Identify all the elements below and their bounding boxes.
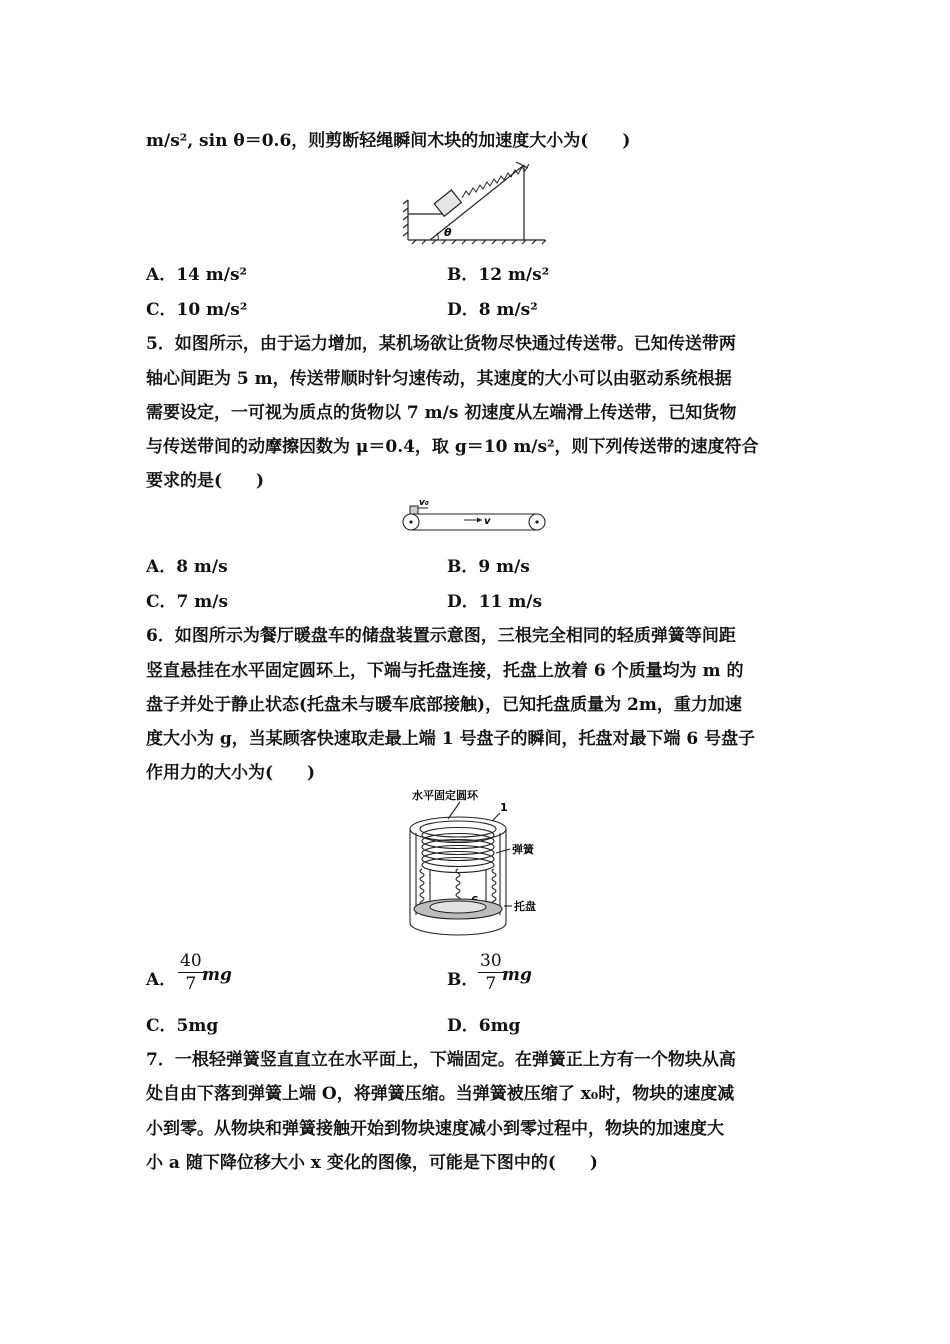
plate-warmer-figure (400, 785, 550, 945)
q7-line-4: 小 a 随下降位移大小 x 变化的图像，可能是下图中的( ) (146, 1153, 598, 1173)
q7-line-2: 处自由下落到弹簧上端 O，将弹簧压缩。当弹簧被压缩了 x₀时，物块的速度减 (146, 1084, 735, 1104)
theta-label: θ (444, 226, 452, 239)
q6-option-a-suffix: mg (202, 965, 232, 985)
q7-line-1: 7．一根轻弹簧竖直直立在水平面上，下端固定。在弹簧正上方有一个物块从高 (146, 1050, 736, 1070)
q5-line-2: 轴心间距为 5 m，传送带顺时针匀速传动，其速度的大小可以由驱动系统根据 (146, 369, 732, 389)
q5-option-b[interactable]: B．9 m/s (447, 557, 530, 577)
q7-line-3: 小到零。从物块和弹簧接触开始到物块速度减小到零过程中，物块的加速度大 (146, 1119, 724, 1139)
q4-option-c[interactable]: C．10 m/s² (146, 300, 248, 320)
q6-option-b-prefix[interactable]: B． (447, 970, 479, 990)
q6-option-a-numerator: 40 (180, 951, 202, 971)
q6-line-2: 竖直悬挂在水平固定圆环上，下端与托盘连接，托盘上放着 6 个质量均为 m 的 (146, 661, 744, 681)
q6-option-b-numerator: 30 (480, 951, 502, 971)
q5-option-a[interactable]: A．8 m/s (146, 557, 228, 577)
q6-line-3: 盘子并处于静止状态(托盘未与暖车底部接触)，已知托盘质量为 2m，重力加速 (146, 695, 742, 715)
q5-option-c[interactable]: C．7 m/s (146, 592, 229, 612)
v-label: v (484, 516, 491, 527)
q5-line-3: 需要设定，一可视为质点的货物以 7 m/s 初速度从左端滑上传送带，已知货物 (146, 403, 737, 423)
q4-tail-line: m/s², sin θ＝0.6，则剪断轻绳瞬间木块的加速度大小为( ) (146, 131, 631, 151)
q4-option-d[interactable]: D．8 m/s² (447, 300, 538, 320)
q6-line-4: 度大小为 g，当某顾客快速取走最上端 1 号盘子的瞬间，托盘对最下端 6 号盘子 (146, 729, 756, 749)
q5-line-4: 与传送带间的动摩擦因数为 μ＝0.4，取 g＝10 m/s²，则下列传送带的速度符合 (146, 437, 759, 457)
q4-option-b[interactable]: B．12 m/s² (447, 265, 550, 285)
q6-option-d[interactable]: D．6mg (447, 1016, 521, 1036)
ring-label: 水平固定圆环 (412, 789, 478, 802)
incline-figure (400, 160, 550, 246)
q6-option-b-fraction (478, 950, 504, 995)
plate-1-label: 1 (500, 801, 508, 814)
q5-line-5: 要求的是( ) (146, 471, 265, 491)
q5-line-1: 5．如图所示，由于运力增加，某机场欲让货物尽快通过传送带。已知传送带两 (146, 334, 736, 354)
q6-option-b-suffix: mg (502, 965, 532, 985)
q4-option-a[interactable]: A．14 m/s² (146, 265, 247, 285)
q6-option-a-prefix[interactable]: A． (146, 970, 177, 990)
conveyor-figure (398, 495, 550, 535)
q6-option-c[interactable]: C．5mg (146, 1016, 219, 1036)
q6-option-b-denominator: 7 (485, 974, 497, 994)
v0-label: v₀ (419, 498, 429, 508)
q6-option-a-denominator: 7 (185, 974, 197, 994)
q5-option-d[interactable]: D．11 m/s (447, 592, 543, 612)
q6-line-5: 作用力的大小为( ) (146, 763, 316, 783)
q6-line-1: 6．如图所示为餐厅暖盘车的储盘装置示意图，三根完全相同的轻质弹簧等间距 (146, 626, 736, 646)
spring-label: 弹簧 (512, 843, 534, 856)
q6-option-a-fraction (178, 950, 204, 995)
tray-label: 托盘 (514, 900, 536, 913)
